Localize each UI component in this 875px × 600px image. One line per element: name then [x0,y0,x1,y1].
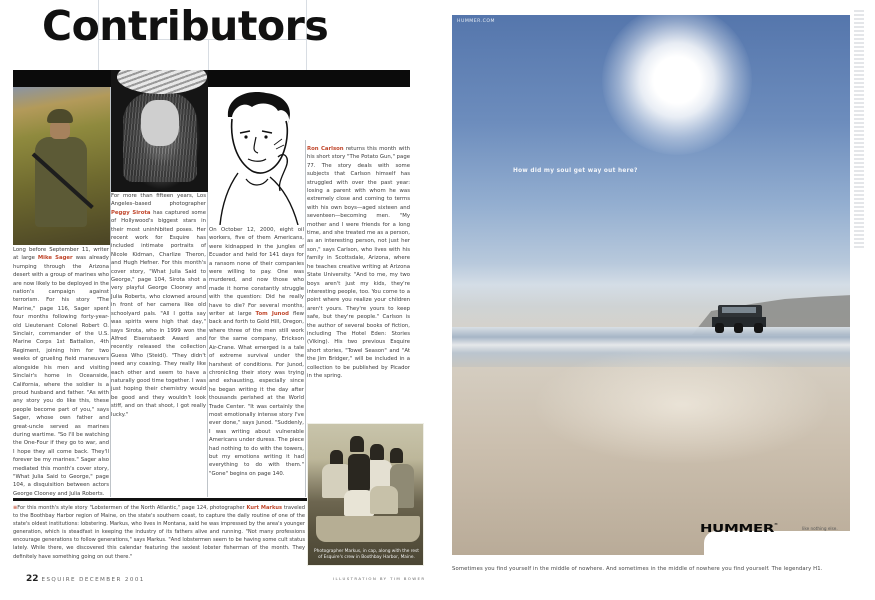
wheel-icon [754,323,763,333]
bio-text: For more than fifteen years, Los Angeles–based photographer [111,193,206,208]
ad-body-copy: Sometimes you find yourself in the middle of nowhere. And sometimes in the middle of nowhere you find yourself. The legendary H1. [452,566,823,572]
bio-text: On October 12, 2000, eight oil workers, five of them Americans, were kidnapped in the jungles of Ecuador and held for 141 days for a ransom none of their companies were willing to pay. One was murdered, and now those who made it home constantly struggle with the question: Did he really have to die? For several months, writer at large [209,227,304,318]
vertical-fineprint [854,10,864,250]
photo-kurt-markus-crew [307,423,424,566]
page-title: Contributors [42,2,329,50]
bio-text: has captured some of Hollywood's biggest stars in their most uninhibited poses. Her recent work for Esquire has included intimate portraits of Nicole Kidman, Charlize Theron, and Hugh Hefner. For this month's cover story, "What Julia Said to George," page 104, Sirota shot a very playful George Clooney and Julia Roberts, who clowned around in front of her camera like old schoolyard pals. "All I gotta say was spirits were high that day," says Sirota, who in 1999 won the Alfred Eisenstaedt Award and recently released the collection Guess Who (Steidl). "They didn't need any coaxing. They really like each other and seem to have a naturally good time together. I was just hoping their chemistry would be good and they wouldn't look stiff, and on that shoot, I got really lucky." [111,209,206,418]
bio-text: For this month's style story "Lobstermen of the North Atlantic," page 124, photographer [17,505,247,511]
caricature-icon [208,87,305,225]
boat-shape [316,516,420,542]
bio-text: flew back and forth to Gold Hill, Oregon, where three of the men still work for the same company, Erickson Air-Crane. What emerged is a tale of extreme survival under the harshest of conditions. For Junod, chronicling their story was trying and exhausting, especially since he began writing it the day after thousands perished at the World Trade Center. "It was certainly the most emotionally intense story I've ever done," says Junod. "Suddenly, I was writing about vulnerable Americans under duress. The piece had nothing to do with the towers, but my emotions writing it had everything to do with them." "Gone" begins on page 140. [209,311,304,477]
hummer-logo [700,522,778,535]
sand-highlight [532,345,832,465]
person-head [370,444,384,460]
helmet-icon [47,109,73,123]
logo-text: HUMMER [700,522,775,535]
column-rule [305,140,306,497]
ad-url[interactable]: HUMMER.COM [457,19,495,24]
header-bar [13,70,410,87]
contributor-kurt-markus [13,504,305,561]
illustration-tom-junod [208,87,305,225]
contributor-tom-junod [209,226,304,478]
wheel-icon [734,323,743,333]
sun-icon [602,15,752,155]
person-head [330,450,343,465]
hummer-vehicle-icon [712,305,766,335]
hat-icon [117,70,207,94]
soldier-face [50,121,70,139]
section-divider [13,498,308,501]
vehicle-window [722,307,756,313]
photo-peggy-sirota [111,70,208,192]
contributor-peggy-sirota [111,192,206,419]
wheel-icon [715,323,724,333]
publication-line: ESQUIRE DECEMBER 2001 [41,577,145,583]
person-body [348,454,370,494]
page-number: 22 [26,574,39,584]
contributor-name: Kurt Markus [246,505,282,511]
contributor-name: Mike Sager [37,255,73,262]
face-shape [141,100,179,146]
contributor-name: Peggy Sirota [111,209,151,216]
registered-mark: ® [774,522,778,526]
bio-text: traveled to the Boothbay Harbor region of Maine, on the state's southern coast, to capture the daily routine of one of the state's oldest institutions: lobstering. Markus, who lives in Montana, said he was impressed by the area's younger generation, which is steadfast in keeping the industry of its fathers alive and running. "Not many professions encourage generations to follow generations," says Markus. "And lobstermen seem to be having some cult status lately. While there, we discovered this calendar featuring the sexiest lobster fisherman of the month. They definitely have something going on out there." [13,505,305,560]
contributor-mike-sager [13,246,109,498]
illustration-credit: ILLUSTRATION BY TIM BOWER [333,576,426,581]
column-rule [207,192,208,497]
folio [26,574,145,584]
contributor-ron-carlson [307,145,410,380]
bio-text: Long before September 11, writer at large [13,247,109,262]
ad-photo [452,15,850,555]
person-head [350,436,364,452]
contributor-name: Ron Carlson [307,146,344,152]
ad-headline: How did my soul get way out here? [513,168,638,174]
bio-text: returns this month with his short story "The Potato Gun," page 77. The story deals with some subjects that Carlson himself has struggled with over the past year: losing a parent with whom he was extremely close and coming to terms with his own boys—aged sixteen and seventeen—becoming men. "My mother and I were friends for a long time, and she treated me as a person, as an interesting person, not just her son," says Carlson, who lives with his family in Scottsdale, Arizona, where he teaches creative writing at Arizona State University. "And to me, my two boys aren't just my kids, they're interesting people, too. You come to a point where you realize your children aren't yours. They're yours to keep safe, but they're people." Carlson is the author of several books of fiction, including The Hotel Eden: Stories (Viking). His two previous Esquire short stories, "Towel Season" and "At the Jim Bridger," will be included in a collection to be published by Picador in the spring. [307,146,410,379]
person-body [370,486,398,514]
contributor-name: Tom Junod [255,311,289,318]
person-head [390,448,403,463]
photo-caption: Photographer Markus, in cap, along with the rest of Esquire's crew in Boothbay Harbor, Maine. [314,549,419,560]
section-bullet-icon: ≡ [13,505,18,511]
right-page-hummer-ad [440,0,875,600]
ad-tagline: like nothing else. [802,526,838,531]
photo-mike-sager [13,87,111,245]
bio-text: was already humping through the Arizona desert with a group of marines who are now likely to be deployed in the nation's campaign against terrorism. For his story "The Marine," page 116, Sager spent four months following forty-year-old Lieutenant Colonel Robert O. Sinclair, commander of the U.S. Marine Corps 1st Battalion, 4th Regiment, joining him for two weeks of grueling field maneuvers alongside his men and visiting Sinclair's home in Oceanside, California, where the soldier is a proud husband and father. "As with any story you do like this, these people become part of you," says Sager, whose own father and great-uncle served as marines during wartime. "So I'll be watching the One-Four if they go to war, and I hope they all come back. They'll forever be my marines." Sager also mediated this month's cover story, "What Julia Said to George," page 104, a disquisition between actors George Clooney and Julia Roberts. [13,255,109,497]
